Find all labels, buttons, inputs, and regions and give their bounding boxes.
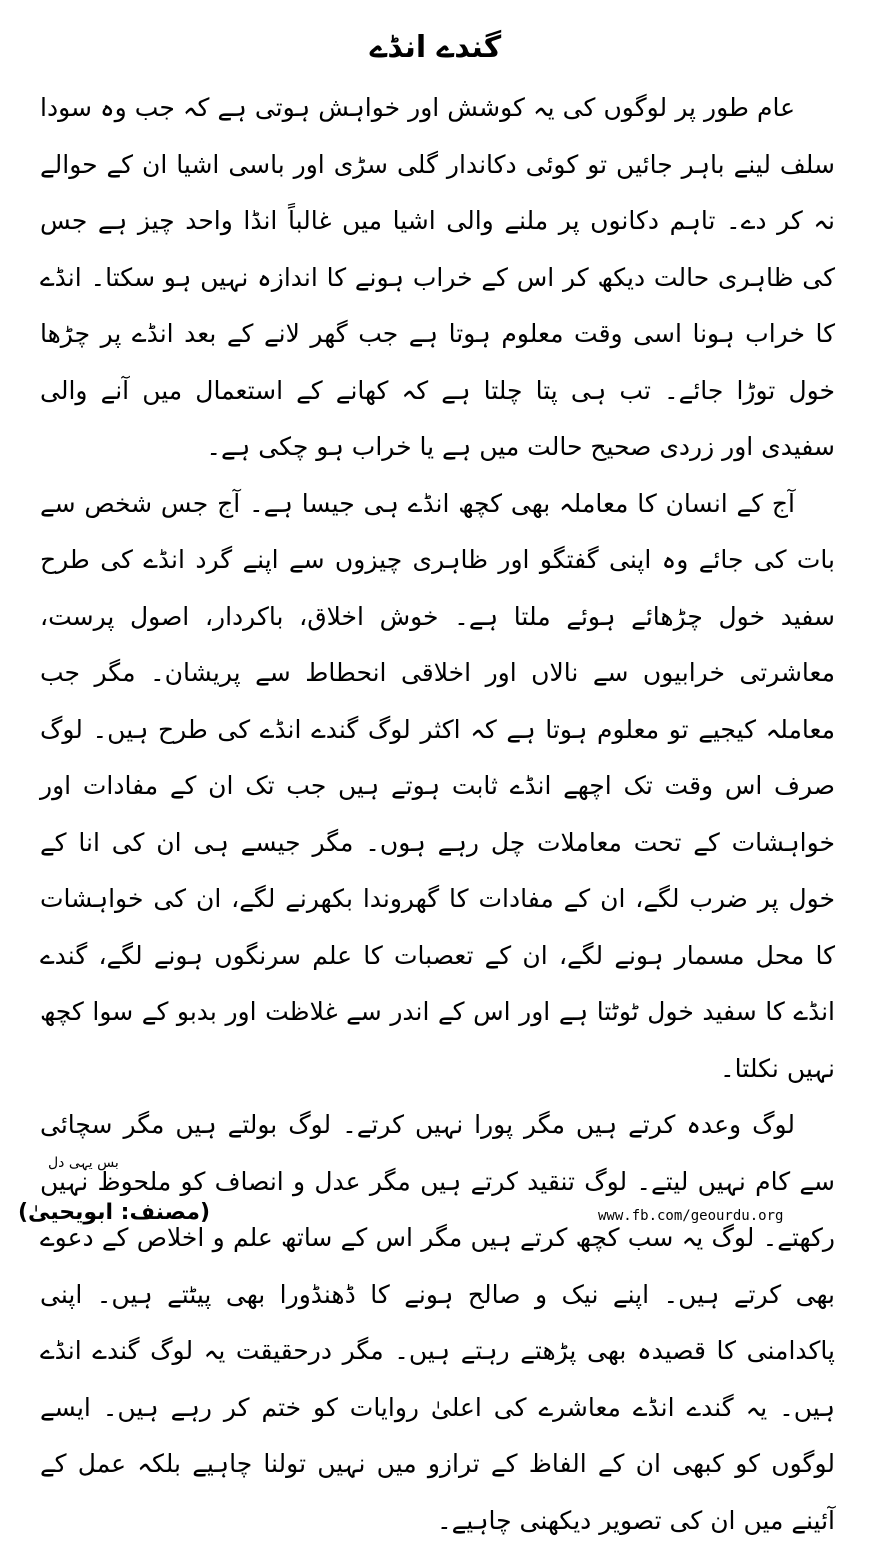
footer-divider	[20, 1193, 851, 1194]
paragraph-3: لوگ وعدہ کرتے ہیں مگر پورا نہیں کرتے۔ لوگ بولتے ہیں مگر سچائی سے کام نہیں لیتے۔ لوگ تنقید کرتے ہیں مگر عدل و انصاف کو ملحوظ نہیں رکھتے۔ لوگ یہ سب کچھ کرتے ہیں مگر اس کے ساتھ علم و اخلاص کے دعوے بھی کرتے ہیں۔ اپنے نیک و صالح ہونے کا ڈھنڈورا بھی پیٹتے ہیں۔ اپنی پاکدامنی کا قصیدہ بھی پڑھتے رہتے ہیں۔ مگر درحقیقت یہ لوگ گندے انڈے ہیں۔ یہ گندے انڈے معاشرے کی اعلیٰ روایات کو ختم کر رہے ہیں۔ ایسے لوگوں کو کبھی ان کے الفاظ کے ترازو میں نہیں تولنا چاہیے بلکہ عمل کے آئینے میں ان کی تصویر دیکھنی چاہیے۔	[40, 1110, 835, 1535]
author-credit: (مصنف: ابویحییٰ)	[18, 1200, 210, 1225]
paragraph-1: عام طور پر لوگوں کی یہ کوشش اور خواہش ہوتی ہے کہ جب وہ سودا سلف لینے باہر جائیں تو کوئی دکاندار گلی سڑی اور باسی اشیا ان کے حوالے نہ کر دے۔ تاہم دکانوں پر ملنے والی اشیا میں غالباً انڈا واحد چیز ہے جس کی ظاہری حالت دیکھ کر اس کے خراب ہونے کا اندازہ نہیں ہو سکتا۔ انڈے کا خراب ہونا اسی وقت معلوم ہوتا ہے جب گھر لانے کے بعد انڈے پر چڑھا خول توڑا جائے۔ تب ہی پتا چلتا ہے کہ کھانے کے استعمال میں آنے والی سفیدی اور زردی صحیح حالت میں ہے یا خراب ہو چکی ہے۔	[40, 93, 835, 461]
signature-note: بس یہی دل	[48, 1155, 119, 1171]
page-title: گندے انڈے	[369, 30, 502, 65]
source-url: www.fb.com/geourdu.org	[598, 1208, 784, 1224]
paragraph-2: آج کے انسان کا معاملہ بھی کچھ انڈے ہی جیسا ہے۔ آج جس شخص سے بات کی جائے وہ اپنی گفتگو اور ظاہری چیزوں سے اپنے گرد انڈے کی طرح سفید خول چڑھائے ہوئے ملتا ہے۔ خوش اخلاق، باکردار، اصول پرست، معاشرتی خرابیوں سے نالاں اور اخلاقی انحطاط سے پریشان۔ مگر جب معاملہ کیجیے تو معلوم ہوتا ہے کہ اکثر لوگ گندے انڈے کی طرح ہیں۔ لوگ صرف اس وقت تک اچھے انڈے ثابت ہوتے ہیں جب تک ان کے مفادات اور خواہشات کے تحت معاملات چل رہے ہوں۔ مگر جیسے ہی ان کی انا کے خول پر ضرب لگے، ان کے مفادات کا گھروندا بکھرنے لگے، ان کی خواہشات کا محل مسمار ہونے لگے، ان کے تعصبات کا علم سرنگوں ہونے لگے، گندے انڈے کا سفید خول ٹوٹتا ہے اور اس کے اندر سے غلاظت اور بدبو کے سوا کچھ نہیں نکلتا۔	[40, 488, 835, 1083]
article-body	[40, 80, 835, 1549]
